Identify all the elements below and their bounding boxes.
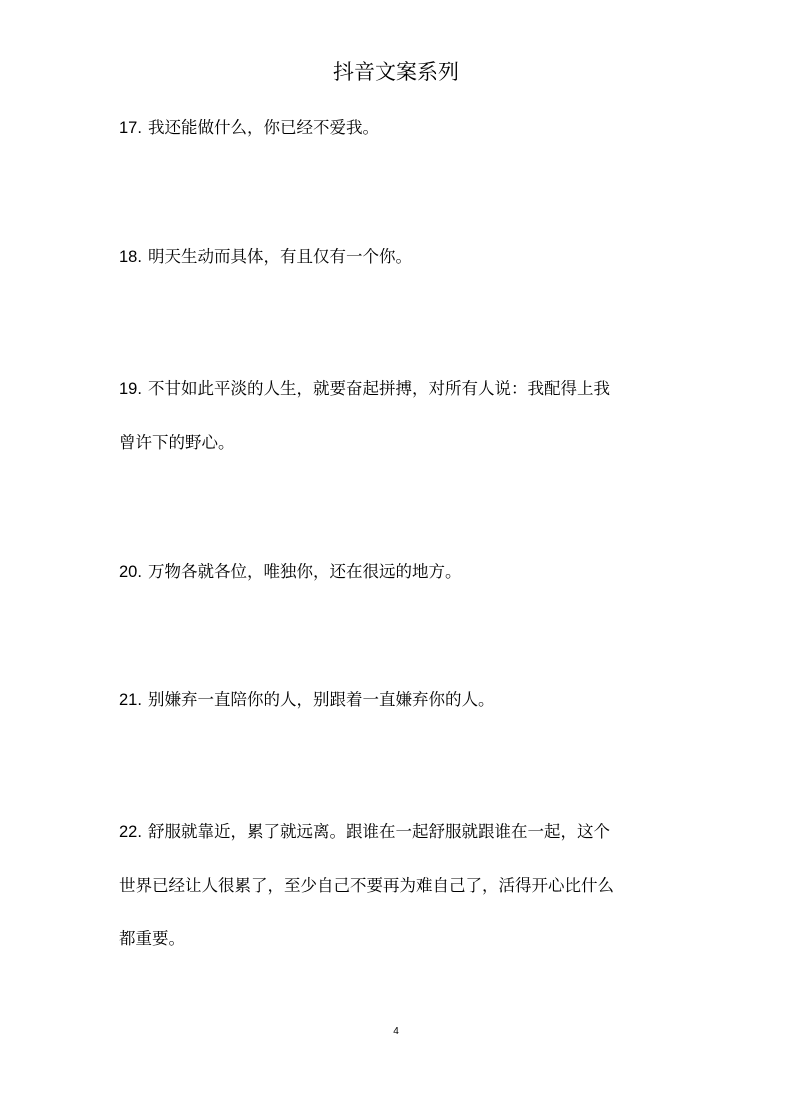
page-title: 抖音文案系列 bbox=[333, 60, 459, 84]
entry-line bbox=[119, 230, 679, 284]
entry-number: 19. bbox=[119, 380, 142, 398]
entry-line-continuation: 曾许下的野心。 bbox=[119, 433, 235, 452]
entry-number: 21. bbox=[119, 691, 142, 709]
entry-18 bbox=[119, 230, 679, 284]
page-number: 4 bbox=[393, 1026, 399, 1037]
entry-line-continuation: 世界已经让人很累了，至少自己不要再为难自己了，活得开心比什么 bbox=[119, 876, 614, 895]
entry-number: 22. bbox=[119, 823, 142, 841]
entry-text: 明天生动而具体，有且仅有一个你。 bbox=[147, 247, 412, 266]
entry-line bbox=[119, 101, 679, 155]
entry-line bbox=[119, 805, 679, 859]
entry-number: 17. bbox=[119, 119, 142, 137]
entry-text: 舒服就靠近，累了就远离。跟谁在一起舒服就跟谁在一起，这个 bbox=[147, 822, 610, 841]
entry-number: 20. bbox=[119, 563, 142, 581]
entry-text: 不甘如此平淡的人生，就要奋起拼搏，对所有人说：我配得上我 bbox=[147, 379, 610, 398]
entry-17 bbox=[119, 101, 679, 155]
entry-19 bbox=[119, 362, 679, 469]
entry-22 bbox=[119, 805, 679, 965]
entry-line bbox=[119, 362, 679, 416]
entry-line-continuation: 都重要。 bbox=[119, 929, 185, 948]
entry-21 bbox=[119, 673, 679, 727]
entry-text: 我还能做什么，你已经不爱我。 bbox=[147, 118, 379, 137]
entry-number: 18. bbox=[119, 248, 142, 266]
entry-line bbox=[119, 545, 679, 599]
entry-text: 别嫌弃一直陪你的人，别跟着一直嫌弃你的人。 bbox=[147, 690, 495, 709]
entry-line bbox=[119, 673, 679, 727]
entry-20 bbox=[119, 545, 679, 599]
entry-text: 万物各就各位，唯独你，还在很远的地方。 bbox=[147, 562, 462, 581]
